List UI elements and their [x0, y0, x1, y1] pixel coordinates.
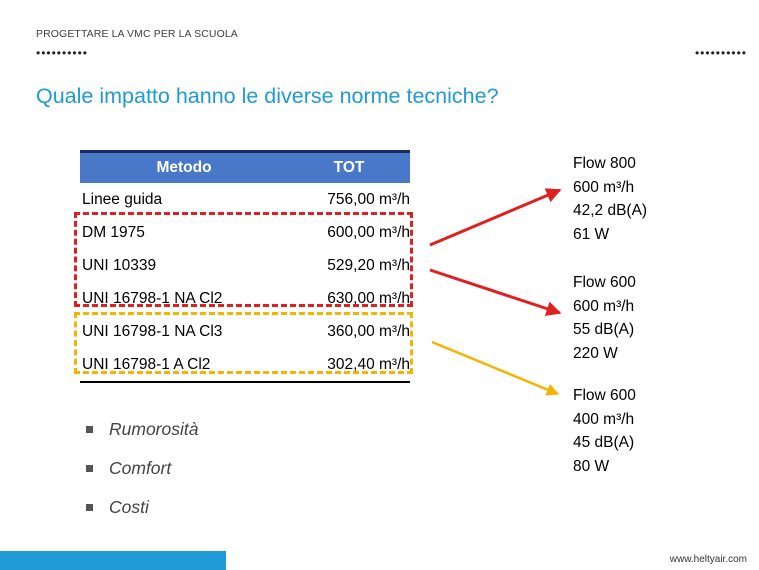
row-total: 302,40 m³/h [288, 348, 410, 382]
row-total: 529,20 m³/h [327, 256, 410, 274]
spec-flow-800 [573, 152, 647, 246]
row-total: 756,00 m³/h [327, 190, 410, 208]
square-bullet-icon [86, 465, 93, 472]
row-method: UNI 16798-1 NA Cl3 [82, 322, 223, 340]
bullet-item [86, 449, 198, 488]
spec-flow: 600 m³/h [573, 297, 635, 315]
row-method: Linee guida [82, 190, 163, 208]
spec-flow-600-a [573, 271, 636, 365]
bullet-item [86, 410, 198, 449]
bullet-text: Rumorosità [109, 419, 199, 439]
bullet-text: Comfort [109, 458, 172, 478]
bullet-item [86, 488, 198, 527]
footer-url: www.heltyair.com [669, 554, 747, 565]
header-total: TOT [288, 152, 410, 184]
spec-power: 61 W [573, 225, 610, 243]
dots-left: •••••••••• [36, 46, 89, 60]
spec-model: Flow 600 [573, 274, 636, 291]
row-total: 630,00 m³/h [327, 289, 410, 307]
slide-title: Quale impatto hanno le diverse norme tecniche? [36, 84, 499, 108]
row-total: 600,00 m³/h [327, 223, 410, 241]
spec-model: Flow 600 [573, 387, 636, 404]
row-method: UNI 16798-1 A Cl2 [80, 348, 288, 382]
spec-power: 220 W [573, 344, 618, 362]
square-bullet-icon [86, 504, 93, 511]
row-method: UNI 16798-1 NA Cl2 [82, 289, 223, 307]
bullet-text: Costi [109, 497, 149, 517]
row-total: 360,00 m³/h [327, 322, 410, 340]
arrow-to-flow-600-a [430, 270, 560, 313]
spec-flow-600-b [573, 384, 636, 478]
row-method: UNI 10339 [82, 256, 157, 274]
spec-noise: 45 dB(A) [573, 434, 635, 451]
bullet-list [86, 410, 198, 527]
header-method: Metodo [80, 152, 288, 184]
footer-accent-bar [0, 551, 226, 570]
spec-noise: 42,2 dB(A) [573, 202, 648, 219]
square-bullet-icon [86, 426, 93, 433]
spec-noise: 55 dB(A) [573, 321, 635, 338]
row-method: DM 1975 [82, 223, 145, 241]
spec-power: 80 W [573, 457, 610, 475]
header-label: PROGETTARE LA VMC PER LA SCUOLA [36, 28, 238, 40]
spec-flow: 400 m³/h [573, 410, 635, 428]
spec-flow: 600 m³/h [573, 178, 635, 196]
dots-right: •••••••••• [694, 46, 747, 60]
arrow-to-flow-600-b [432, 342, 558, 394]
spec-model: Flow 800 [573, 155, 636, 172]
arrow-to-flow-800 [430, 190, 560, 245]
